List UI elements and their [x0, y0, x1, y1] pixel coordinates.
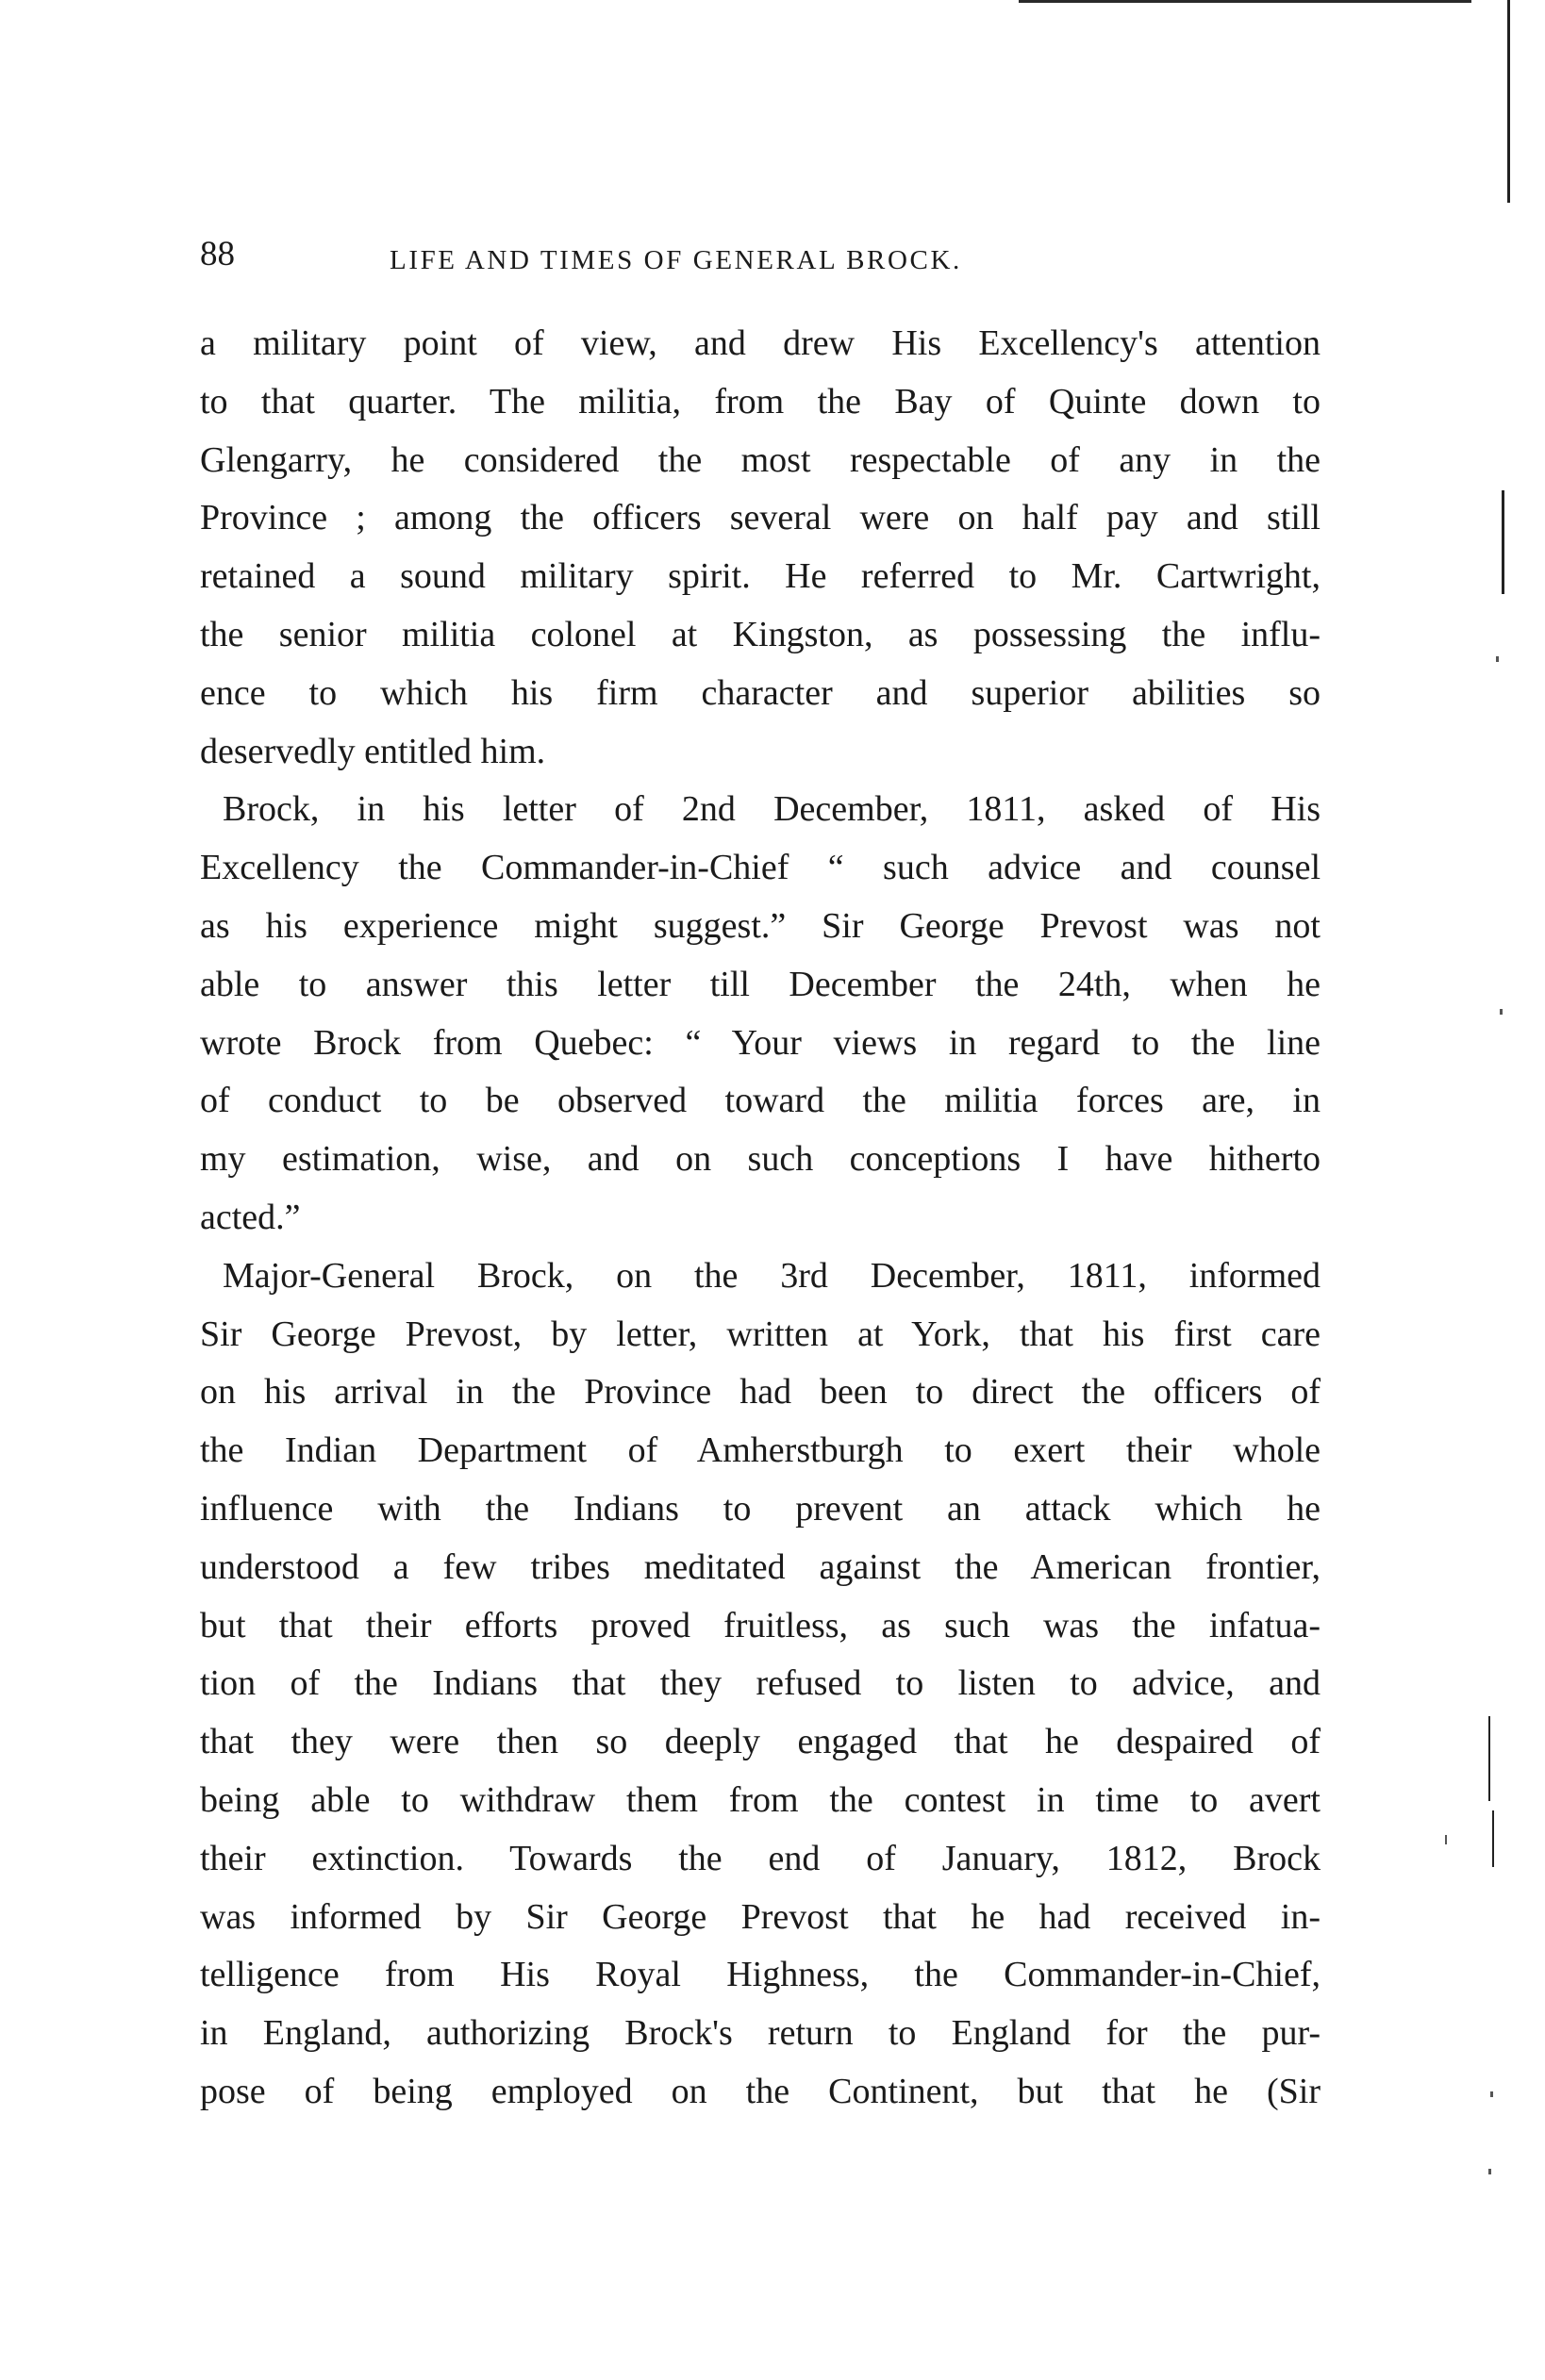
scan-right-edge-bottom	[1492, 1810, 1494, 1867]
text-line: of conduct to be observed toward the militia forces are, in	[200, 1081, 1321, 1121]
text-line: a military point of view, and drew His Excellency's attention	[200, 323, 1321, 363]
text-line: as his experience might suggest.” Sir George Prevost was not	[200, 905, 1321, 946]
text-line: their extinction. Towards the end of January, 1812, Brock	[200, 1838, 1321, 1878]
page-number: 88	[200, 235, 235, 273]
text-line: being able to withdraw them from the contest in time to avert	[200, 1779, 1321, 1820]
text-line: understood a few tribes meditated against the American frontier,	[200, 1546, 1321, 1587]
scan-top-edge	[1019, 0, 1471, 3]
scan-speck	[1490, 2091, 1493, 2097]
text-line: Brock, in his letter of 2nd December, 1811, asked of His	[223, 789, 1321, 830]
text-line: deservedly entitled him.	[200, 731, 546, 771]
text-line: in England, authorizing Brock's return to England for the pur-	[200, 2013, 1321, 2054]
text-line: acted.”	[200, 1197, 301, 1237]
text-line: ence to which his firm character and superior abilities so	[200, 672, 1321, 713]
text-line: Major-General Brock, on the 3rd December, 1811, informed	[223, 1255, 1321, 1296]
text-line: Province ; among the officers several were on half pay and still	[200, 498, 1321, 538]
scan-right-edge-lower	[1488, 1716, 1490, 1801]
body-text	[200, 315, 1321, 2122]
text-line: on his arrival in the Province had been to direct the officers of	[200, 1372, 1321, 1413]
page-header	[200, 234, 1332, 281]
running-head: LIFE AND TIMES OF GENERAL BROCK.	[390, 245, 962, 275]
text-line: the Indian Department of Amherstburgh to exert their whole	[200, 1430, 1321, 1471]
text-line: influence with the Indians to prevent an attack which he	[200, 1488, 1321, 1529]
text-line: wrote Brock from Quebec: “ Your views in regard to the line	[200, 1022, 1321, 1063]
text-line: that they were then so deeply engaged that he despaired of	[200, 1722, 1321, 1762]
text-line: to that quarter. The militia, from the Bay of Quinte down to	[200, 381, 1321, 421]
scan-speck	[1445, 1835, 1447, 1844]
text-line: Excellency the Commander-in-Chief “ such advice and counsel	[200, 848, 1321, 888]
text-line: but that their efforts proved fruitless, as such was the infatua-	[200, 1605, 1321, 1645]
text-line: tion of the Indians that they refused to listen to advice, and	[200, 1663, 1321, 1704]
scan-right-edge-upper	[1507, 0, 1510, 203]
paragraph	[200, 781, 1321, 1247]
text-line: retained a sound military spirit. He referred to Mr. Cartwright,	[200, 556, 1321, 597]
paragraph	[200, 1248, 1321, 2122]
text-line: Glengarry, he considered the most respectable of any in the	[200, 439, 1321, 480]
scan-speck	[1488, 2169, 1491, 2174]
scan-speck	[1500, 1009, 1503, 1015]
scan-speck	[1496, 656, 1499, 662]
text-line: pose of being employed on the Continent, but that he (Sir	[200, 2071, 1321, 2111]
text-line: my estimation, wise, and on such conceptions I have hitherto	[200, 1139, 1321, 1180]
scan-right-edge-mid	[1502, 490, 1504, 594]
text-line: Sir George Prevost, by letter, written at York, that his first care	[200, 1314, 1321, 1354]
text-line: telligence from His Royal Highness, the Commander-in-Chief,	[200, 1955, 1321, 1995]
text-line: able to answer this letter till December the 24th, when he	[200, 964, 1321, 1004]
text-line: was informed by Sir George Prevost that he had received in-	[200, 1896, 1321, 1937]
paragraph	[200, 315, 1321, 781]
text-line: the senior militia colonel at Kingston, as possessing the influ-	[200, 614, 1321, 654]
